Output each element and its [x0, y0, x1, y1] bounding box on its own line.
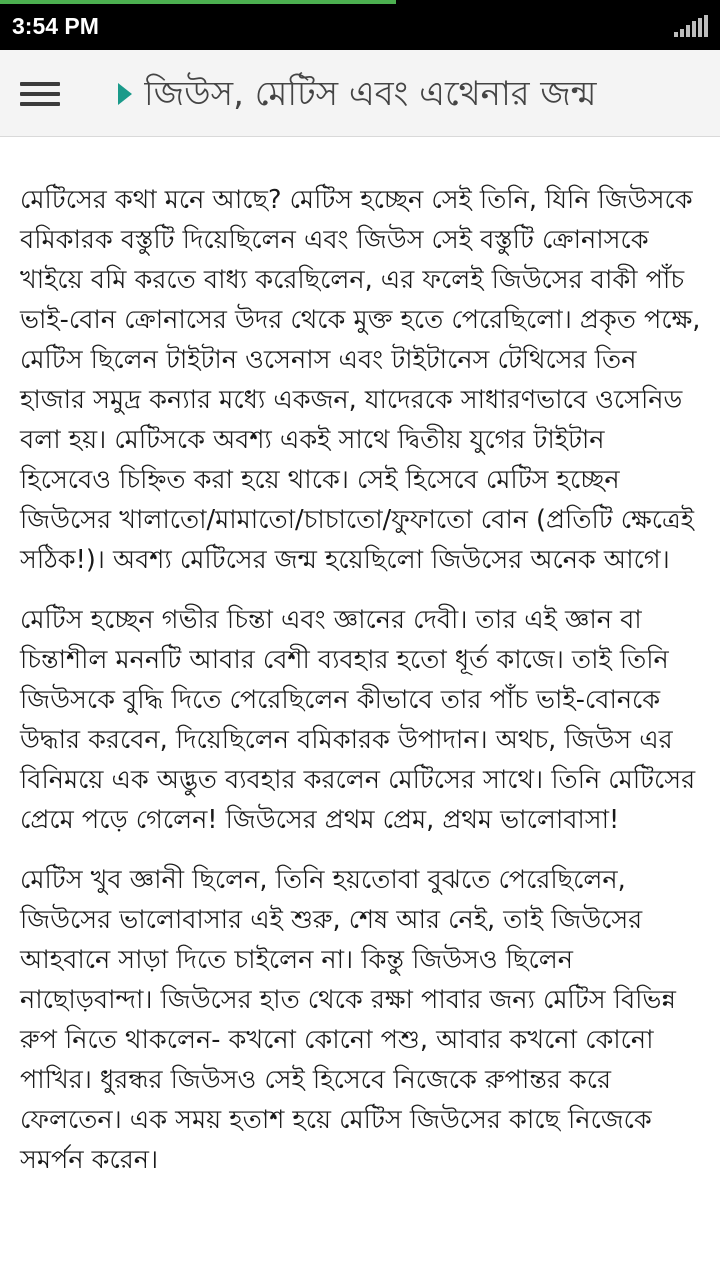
app-bar — [0, 50, 720, 137]
article-body — [20, 180, 702, 1200]
status-time: 3:54 PM — [12, 13, 99, 39]
article-paragraph: মেটিসের কথা মনে আছে? মেটিস হচ্ছেন সেই তিনি, যিনি জিউসকে বমিকারক বস্তুটি দিয়েছিলেন এবং জিউস সেই বস্তুটি ক্রোনাসকে খাইয়ে বমি করতে বাধ্য করেছিলেন, এর ফলেই জিউসের বাকী পাঁচ ভাই-বোন ক্রোনাসের উদর থেকে মুক্ত হতে পেরেছিলো। প্রকৃত পক্ষে, মেটিস ছিলেন টাইটান ওসেনাস এবং টাইটানেস টেথিসের তিন হাজার সমুদ্র কন্যার মধ্যে একজন, যাদেরকে সাধারণভাবে ওসেনিড বলা হয়। মেটিসকে অবশ্য একই সাথে দ্বিতীয় যুগের টাইটান হিসেবেও চিহ্নিত করা হয়ে থাকে। সেই হিসেবে মেটিস হচ্ছেন জিউসের খালাতো/মামাতো/চাচাতো/ফুফাতো বোন (প্রতিটি ক্ষেত্রেই সঠিক!)। অবশ্য মেটিসের জন্ম হয়েছিলো জিউসের অনেক আগে। — [20, 185, 701, 575]
article-paragraph: মেটিস হচ্ছেন গভীর চিন্তা এবং জ্ঞানের দেবী। তার এই জ্ঞান বা চিন্তাশীল মননটি আবার বেশী ব্যবহার হতো ধূর্ত কাজে। তাই তিনি জিউসকে বুদ্ধি দিতে পেরেছিলেন কীভাবে তার পাঁচ ভাই-বোনকে উদ্ধার করবেন, দিয়েছিলেন বমিকারক উপাদান। অথচ, জিউস এর বিনিময়ে এক অদ্ভুত ব্যবহার করলেন মেটিসের সাথে। তিনি মেটিসের প্রেমে পড়ে গেলেন! জিউসের প্রথম প্রেম, প্রথম ভালোবাসা! — [20, 605, 696, 835]
hamburger-menu-icon[interactable] — [14, 72, 66, 116]
title-wrap — [118, 66, 700, 122]
status-bar — [0, 0, 720, 50]
page-title: জিউস, মেটিস এবং এথেনার জন্ম — [144, 74, 597, 114]
arrow-right-icon — [118, 83, 132, 105]
page-load-progress — [0, 0, 396, 4]
signal-bars-icon — [674, 15, 708, 37]
article-paragraph: মেটিস খুব জ্ঞানী ছিলেন, তিনি হয়তোবা বুঝতে পেরেছিলেন, জিউসের ভালোবাসার এই শুরু, শেষ আর নেই, তাই জিউসের আহবানে সাড়া দিতে চাইলেন না। কিন্তু জিউসও ছিলেন নাছোড়বান্দা। জিউসের হাত থেকে রক্ষা পাবার জন্য মেটিস বিভিন্ন রুপ নিতে থাকলেন- কখনো কোনো পশু, আবার কখনো কোনো পাখির। ধুরন্ধর জিউসও সেই হিসেবে নিজেকে রুপান্তর করে ফেলতেন। এক সময় হতাশ হয়ে মেটিস জিউসের কাছে নিজেকে সমর্পন করেন। — [20, 865, 676, 1175]
